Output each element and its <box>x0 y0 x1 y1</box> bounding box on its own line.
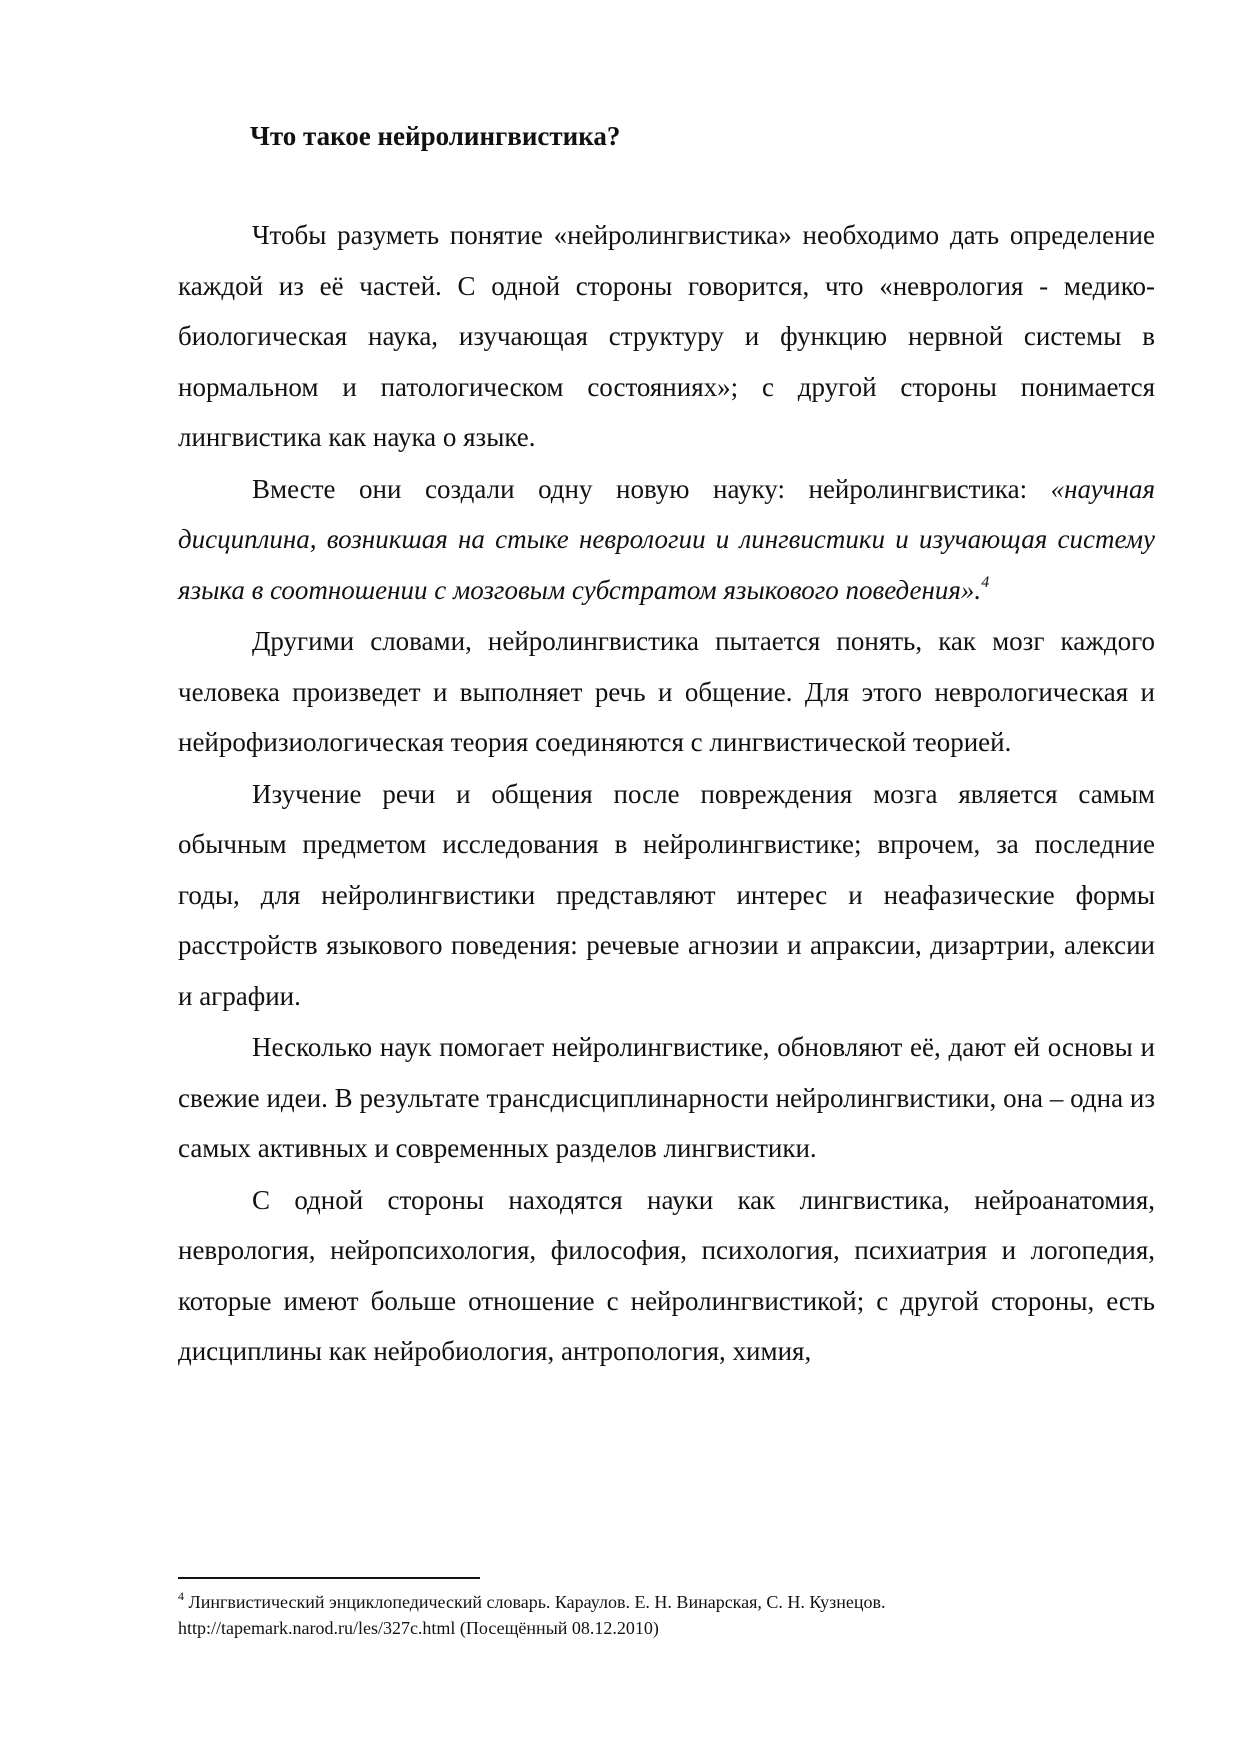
paragraph-2 <box>178 464 1155 616</box>
paragraph-4: Изучение речи и общения после повреждения мозга является самым обычным предметом исследования в нейролингвистике; впрочем, за последние годы, для нейролингвистики представляют интерес и неафазические формы расстройств языкового поведения: речевые агнозии и апраксии, дизартрии, алексии и аграфии. <box>178 778 1155 1011</box>
footnote-number: 4 <box>178 1589 184 1603</box>
footnote-separator <box>178 1577 480 1579</box>
footnote <box>178 1589 1155 1641</box>
footnote-reference[interactable]: 4 <box>981 573 990 591</box>
footnote-line-1 <box>178 1589 1155 1615</box>
paragraph-2-lead: Вместе они создали одну новую науку: нейролингвистика: <box>252 473 1051 504</box>
paragraph-2-quote: «научная дисциплина, возникшая на стыке неврологии и лингвистики и изучающая систему языка в соотношении с мозговым субстратом языкового поведения». <box>178 473 1155 605</box>
paragraph-3: Другими словами, нейролингвистика пытается понять, как мозг каждого человека произведет и выполняет речь и общение. Для этого неврологическая и нейрофизиологическая теория соединяются с лингвистической теорией. <box>178 626 1155 757</box>
paragraph-6: С одной стороны находятся науки как лингвистика, нейроанатомия, неврология, нейропсихология, философия, психология, психиатрия и логопедия, которые имеют больше отношение с нейролингвистикой; с другой стороны, есть дисциплины как нейробиология, антропология, химия, <box>178 1184 1155 1366</box>
footnote-text: Лингвистический энциклопедический словарь. Караулов. Е. Н. Винарская, С. Н. Кузнецов. <box>184 1592 886 1612</box>
body-text <box>178 210 1155 1377</box>
page-title: Что такое нейролингвистика? <box>250 121 621 151</box>
paragraph-1: Чтобы разуметь понятие «нейролингвистика» необходимо дать определение каждой из её частей. С одной стороны говорится, что «неврология - медико-биологическая наука, изучающая структуру и функцию нервной системы в нормальном и патологическом состояниях»; с другой стороны понимается лингвистика как наука о языке. <box>178 220 1155 452</box>
paragraph-5: Несколько наук помогает нейролингвистике, обновляют её, дают ей основы и свежие идеи. В результате трансдисциплинарности нейролингвистики, она – одна из самых активных и современных разделов лингвистики. <box>178 1032 1155 1163</box>
footnote-url[interactable]: http://tapemark.narod.ru/les/327c.html (Посещённый 08.12.2010) <box>178 1618 659 1638</box>
